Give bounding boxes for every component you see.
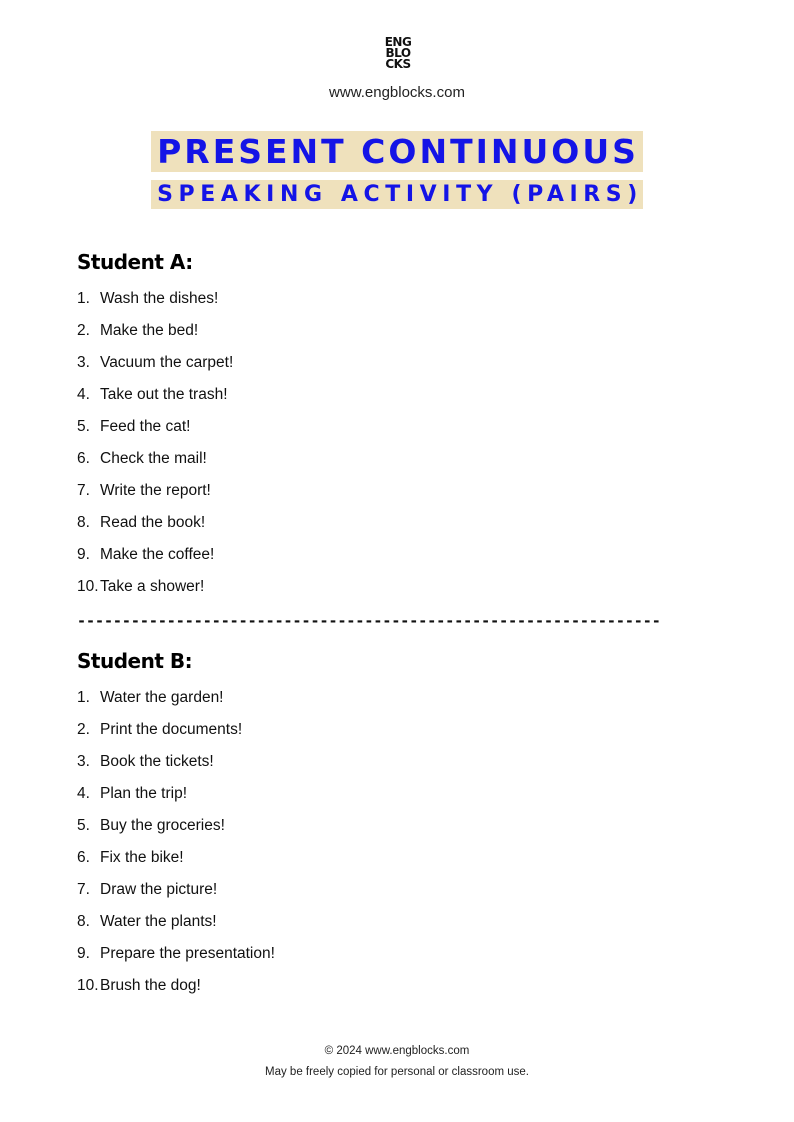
list-item-number: 3.	[77, 354, 90, 371]
list-item-number: 4.	[77, 386, 90, 403]
list-item-number: 1.	[77, 689, 90, 706]
list-item	[77, 384, 233, 416]
list-item-text: Brush the dog!	[100, 977, 201, 994]
list-item-number: 6.	[77, 450, 90, 467]
list-item	[77, 719, 275, 751]
worksheet-subtitle-text: SPEAKING ACTIVITY (PAIRS)	[151, 180, 643, 209]
list-item-text: Read the book!	[100, 514, 206, 531]
list-item	[77, 943, 275, 975]
list-item-number: 1.	[77, 290, 90, 307]
list-item	[77, 480, 233, 512]
section-divider: -----------------------------------------------------------------	[77, 612, 661, 630]
list-item-text: Make the coffee!	[100, 546, 215, 563]
student-b-heading: Student B:	[77, 649, 193, 673]
list-item-text: Take a shower!	[100, 578, 205, 595]
list-item-text: Check the mail!	[100, 450, 207, 467]
list-item-text: Take out the trash!	[100, 386, 228, 403]
list-item-number: 9.	[77, 546, 90, 563]
list-item-number: 3.	[77, 753, 90, 770]
logo-line: CKS	[385, 57, 411, 71]
student-b-task-list	[77, 687, 275, 1007]
list-item	[77, 576, 233, 608]
list-item-number: 7.	[77, 482, 90, 499]
worksheet-title-text: PRESENT CONTINUOUS	[151, 131, 643, 172]
list-item-text: Water the plants!	[100, 913, 217, 930]
footer-license: May be freely copied for personal or classroom use.	[265, 1066, 529, 1078]
list-item	[77, 879, 275, 911]
list-item-number: 10.	[77, 578, 99, 595]
footer-copyright: © 2024 www.engblocks.com	[324, 1045, 470, 1057]
worksheet-subtitle	[0, 180, 794, 209]
list-item	[77, 512, 233, 544]
logo-line: BLO	[385, 46, 411, 60]
list-item	[77, 783, 275, 815]
student-a-heading: Student A:	[77, 250, 193, 274]
list-item	[77, 352, 233, 384]
list-item-text: Vacuum the carpet!	[100, 354, 234, 371]
engblocks-logo	[381, 37, 415, 70]
list-item-text: Draw the picture!	[100, 881, 218, 898]
list-item	[77, 416, 233, 448]
list-item-number: 8.	[77, 913, 90, 930]
student-a-task-list	[77, 288, 233, 608]
list-item-number: 5.	[77, 817, 90, 834]
site-url: www.engblocks.com	[329, 84, 465, 101]
list-item	[77, 288, 233, 320]
list-item-number: 9.	[77, 945, 90, 962]
list-item-number: 2.	[77, 322, 90, 339]
list-item	[77, 320, 233, 352]
list-item-text: Make the bed!	[100, 322, 199, 339]
list-item-text: Book the tickets!	[100, 753, 214, 770]
list-item	[77, 815, 275, 847]
list-item	[77, 911, 275, 943]
list-item	[77, 544, 233, 576]
list-item	[77, 751, 275, 783]
list-item	[77, 847, 275, 879]
list-item-text: Buy the groceries!	[100, 817, 225, 834]
list-item	[77, 687, 275, 719]
list-item-number: 5.	[77, 418, 90, 435]
list-item-number: 6.	[77, 849, 90, 866]
list-item	[77, 448, 233, 480]
list-item-number: 10.	[77, 977, 99, 994]
worksheet-title	[0, 131, 794, 172]
list-item-number: 2.	[77, 721, 90, 738]
list-item-text: Wash the dishes!	[100, 290, 219, 307]
list-item-text: Feed the cat!	[100, 418, 191, 435]
list-item-text: Print the documents!	[100, 721, 243, 738]
list-item-text: Water the garden!	[100, 689, 224, 706]
list-item-text: Plan the trip!	[100, 785, 188, 802]
list-item-number: 8.	[77, 514, 90, 531]
list-item-text: Prepare the presentation!	[100, 945, 275, 962]
list-item-text: Write the report!	[100, 482, 211, 499]
list-item-number: 4.	[77, 785, 90, 802]
list-item-text: Fix the bike!	[100, 849, 184, 866]
list-item-number: 7.	[77, 881, 90, 898]
list-item	[77, 975, 275, 1007]
logo-line: ENG	[384, 35, 412, 49]
